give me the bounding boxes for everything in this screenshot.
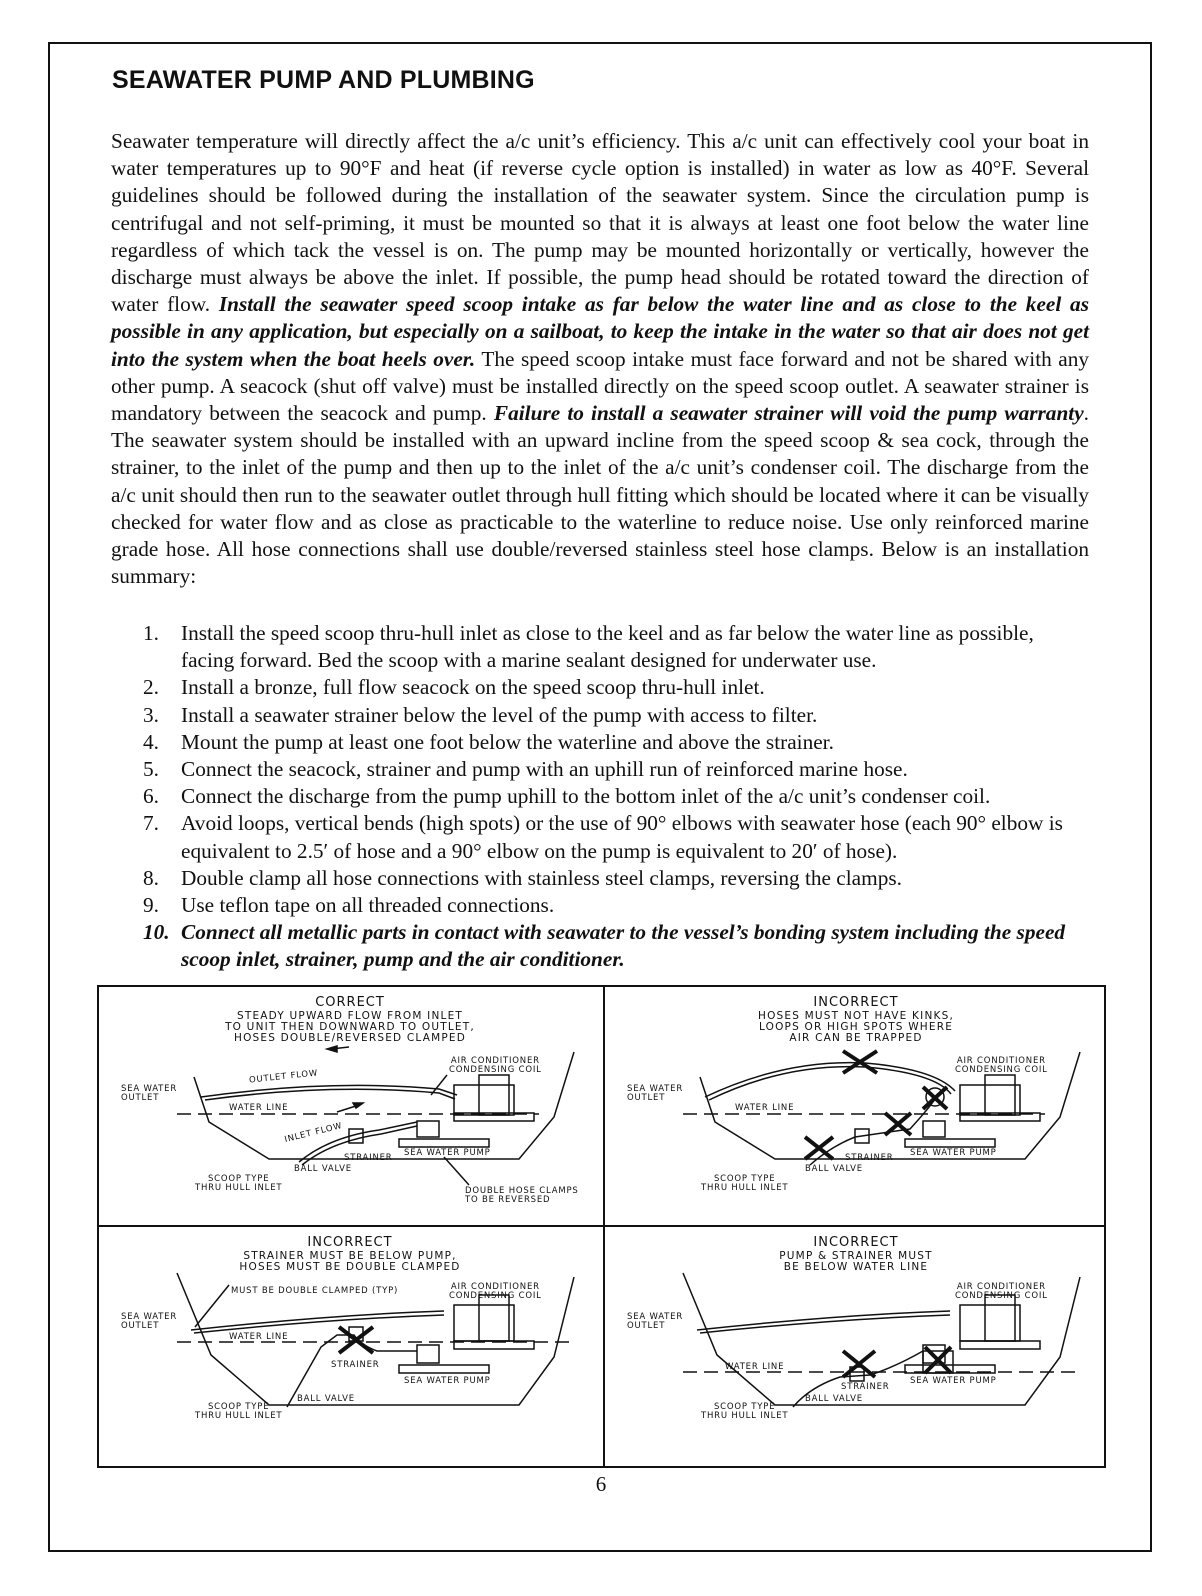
paragraph-text-2: The speed scoop intake must face forward and not be shared with any other pump. A seacock (shut off valve) must be installed directly on the speed scoop outlet. A seawater strainer is mandatory between the seacock and pump.: [111, 346, 1089, 426]
label-double-clamped: MUST BE DOUBLE CLAMPED (TYP): [231, 1286, 399, 1296]
step-item-bonding: 10. Connect all metallic parts in contact with seawater to the vessel’s bonding system including the speed scoop inlet, strainer, pump and the air conditioner.: [143, 920, 1066, 972]
paragraph-text-3: . The seawater system should be installed with an upward incline from the speed scoop & sea cock, through the strainer, to the inlet of the pump and then up to the inlet of the a/c unit’s condenser coil. The discharge from the a/c unit should then run to the seawater outlet through hull fitting which should be located where it can be visually checked for water flow and as close as practicable to the waterline to reduce noise. Use only reinforced marine grade hose. All hose connections shall use double/reversed stainless steel hose clamps. Below is an installation summary:: [111, 401, 1089, 589]
step-item: 7. Avoid loops, vertical bends (high spots) or the use of 90° elbows with seawater hose (each 90° elbow is equivalent to 2.5′ of hose and a 90° elbow on the pump is equivalent to 20′ of hose).: [143, 811, 1063, 863]
step-item: 8. Double clamp all hose connections with stainless steel clamps, reversing the clamps.: [143, 865, 902, 890]
label-sea-water-pump: SEA WATER PUMP: [910, 1376, 997, 1386]
label-air-conditioner: AIR CONDITIONER CONDENSING COIL: [955, 1056, 1048, 1075]
label-water-line: WATER LINE: [229, 1332, 289, 1342]
label-sea-water-outlet: SEA WATER OUTLET: [121, 1084, 178, 1103]
page-number: 6: [595, 1472, 607, 1496]
label-scoop-inlet: SCOOP TYPE THRU HULL INLET: [195, 1174, 283, 1193]
label-ball-valve: BALL VALVE: [294, 1164, 352, 1174]
label-sea-water-outlet: SEA WATER OUTLET: [627, 1084, 684, 1103]
step-item: 3. Install a seawater strainer below the level of the pump with access to filter.: [143, 702, 818, 727]
paragraph-text-1: Seawater temperature will directly affect the a/c unit’s efficiency. This a/c unit can effectively cool your boat in water temperatures up to 90°F and heat (if reverse cycle option is installed) in water as low as 40°F. Several guidelines should be followed during the installation of the seawater system. Since the circulation pump is centrifugal and not self-priming, it must be mounted so that it is always at least one foot below the water line regardless of which tack the vessel is on. The pump may be mounted horizontally or vertically, however the discharge must always be above the inlet. If possible, the pump head should be rotated toward the direction of water flow.: [111, 129, 1089, 317]
step-item: 9. Use teflon tape on all threaded connections.: [143, 893, 555, 918]
label-inlet-flow: INLET FLOW: [283, 1120, 344, 1146]
label-double-clamps: DOUBLE HOSE CLAMPS TO BE REVERSED: [465, 1186, 579, 1205]
label-sea-water-pump: SEA WATER PUMP: [404, 1376, 491, 1386]
label-ball-valve: BALL VALVE: [297, 1394, 355, 1404]
label-sea-water-pump: SEA WATER PUMP: [910, 1148, 997, 1158]
label-sea-water-outlet: SEA WATER OUTLET: [121, 1312, 178, 1331]
diagram-incorrect-strainer: [99, 1227, 601, 1465]
diagram-correct-subtitle: STEADY UPWARD FLOW FROM INLET TO UNIT THEN DOWNWARD TO OUTLET, HOSES DOUBLE/REVERSED CLAMPED: [225, 1010, 475, 1044]
section-title: SEAWATER PUMP AND PLUMBING: [112, 66, 535, 94]
label-scoop-inlet: SCOOP TYPE THRU HULL INLET: [701, 1174, 789, 1193]
label-air-conditioner: AIR CONDITIONER CONDENSING COIL: [449, 1282, 542, 1301]
label-strainer: STRAINER: [845, 1153, 894, 1163]
label-strainer: STRAINER: [331, 1360, 380, 1370]
diagram-kinks-subtitle: HOSES MUST NOT HAVE KINKS, LOOPS OR HIGH SPOTS WHERE AIR CAN BE TRAPPED: [758, 1010, 954, 1044]
label-ball-valve: BALL VALVE: [805, 1394, 863, 1404]
label-water-line: WATER LINE: [229, 1103, 289, 1113]
label-air-conditioner: AIR CONDITIONER CONDENSING COIL: [955, 1282, 1048, 1301]
body-paragraph: [111, 128, 1089, 590]
diagram-kinks-title: INCORRECT: [813, 995, 899, 1010]
step-item: 6. Connect the discharge from the pump uphill to the bottom inlet of the a/c unit’s condenser coil.: [143, 784, 991, 809]
step-item: 5. Connect the seacock, strainer and pump with an uphill run of reinforced marine hose.: [143, 757, 908, 782]
label-ball-valve: BALL VALVE: [805, 1164, 863, 1174]
diagram-waterline-subtitle: PUMP & STRAINER MUST BE BELOW WATER LINE: [779, 1250, 933, 1273]
step-item: 4. Mount the pump at least one foot below the waterline and above the strainer.: [143, 729, 834, 754]
label-sea-water-outlet: SEA WATER OUTLET: [627, 1312, 684, 1331]
diagram-incorrect-kinks: [605, 987, 1107, 1225]
installation-steps: [111, 620, 1091, 974]
paragraph-bold-1: Install the seawater speed scoop intake as far below the water line and as close to the keel as possible in any application, but especially on a sailboat, to keep the intake in the water so that air does not get into the system when the boat heels over.: [111, 292, 1089, 371]
diagram-waterline-title: INCORRECT: [813, 1235, 899, 1250]
label-sea-water-pump: SEA WATER PUMP: [404, 1148, 491, 1158]
label-scoop-inlet: SCOOP TYPE THRU HULL INLET: [195, 1402, 283, 1421]
diagram-strainer-title: INCORRECT: [307, 1235, 393, 1250]
diagram-incorrect-waterline: [605, 1227, 1107, 1465]
label-air-conditioner: AIR CONDITIONER CONDENSING COIL: [449, 1056, 542, 1075]
label-outlet-flow: OUTLET FLOW: [248, 1068, 319, 1086]
diagram-strainer-subtitle: STRAINER MUST BE BELOW PUMP, HOSES MUST BE DOUBLE CLAMPED: [239, 1250, 461, 1273]
label-strainer: STRAINER: [344, 1153, 393, 1163]
plumbing-diagrams: [97, 985, 1106, 1468]
step-item: 2. Install a bronze, full flow seacock on the speed scoop thru-hull inlet.: [143, 675, 765, 700]
label-strainer: STRAINER: [841, 1382, 890, 1392]
label-water-line: WATER LINE: [735, 1103, 795, 1113]
paragraph-bold-2: Failure to install a seawater strainer will void the pump warranty: [493, 401, 1084, 426]
step-item: 1. Install the speed scoop thru-hull inlet as close to the keel and as far below the water line as possible, facing forward. Bed the scoop with a marine sealant designed for underwater use.: [143, 621, 1034, 673]
diagram-correct: [99, 987, 601, 1225]
diagram-correct-title: CORRECT: [315, 995, 385, 1010]
label-scoop-inlet: SCOOP TYPE THRU HULL INLET: [701, 1402, 789, 1421]
label-water-line: WATER LINE: [725, 1362, 785, 1372]
